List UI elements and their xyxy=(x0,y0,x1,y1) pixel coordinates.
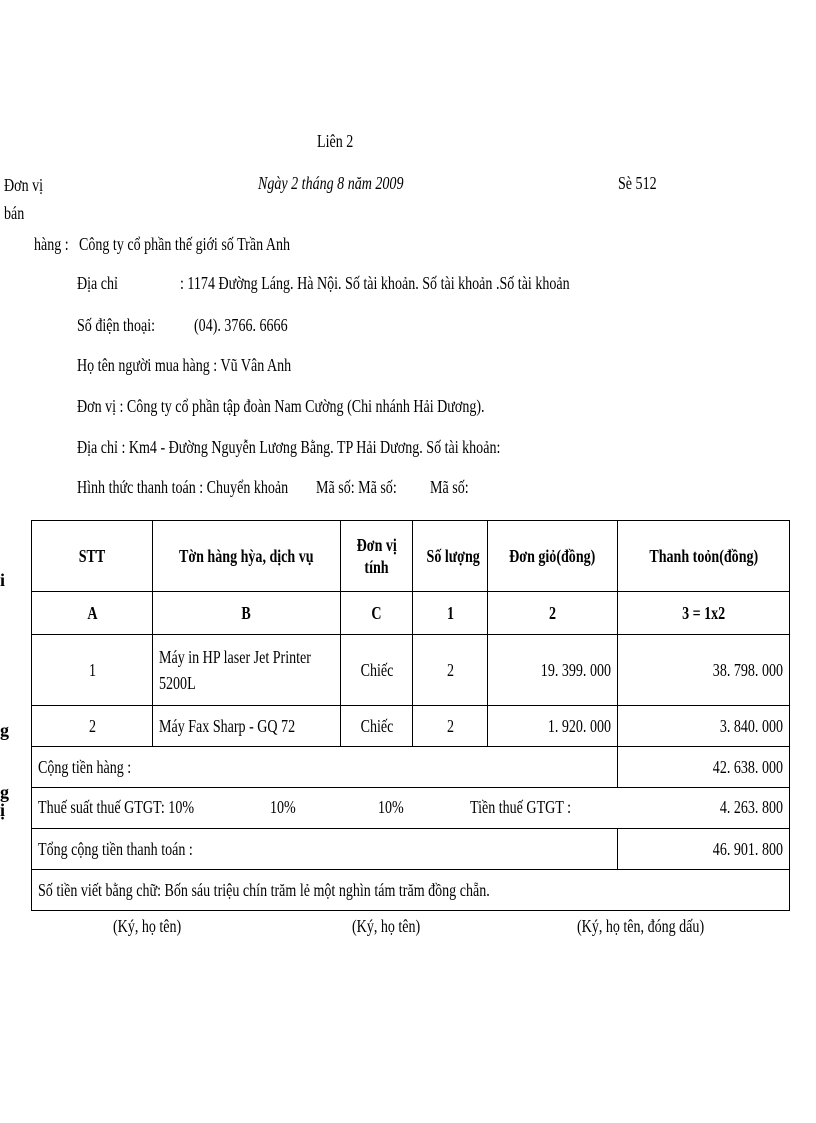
column-code: 1 xyxy=(413,592,488,635)
buyer-unit: Đơn vị : Công ty cổ phần tập đoàn Nam Cường (Chi nhánh Hải Dương). xyxy=(77,396,485,416)
vat-amount-value: 4. 263. 800 xyxy=(719,797,783,817)
seller-label-line1: Đơn vị xyxy=(4,175,44,195)
row-unit: Chiếc xyxy=(341,635,413,706)
row-quantity: 2 xyxy=(413,635,488,706)
row-amount: 3. 840. 000 xyxy=(618,706,790,747)
header-item-name: Tờn hàng hỳa, dịch vụ xyxy=(153,521,341,592)
margin-fragment: g xyxy=(0,720,9,740)
buyer-address: Địa chỉ : Km4 - Đường Nguyễn Lương Bằng. TP Hải Dương. Số tài khoản: xyxy=(77,437,501,457)
tax-code-a: Mã số: Mã số: xyxy=(316,477,397,497)
seller-label-line2: bán xyxy=(4,203,25,223)
subtotal-label: Cộng tiền hàng : xyxy=(32,747,618,788)
table-header-row xyxy=(32,521,790,592)
invoice-date: Ngày 2 tháng 8 năm 2009 xyxy=(258,173,404,193)
seller-name: Công ty cổ phần thế giới số Trần Anh xyxy=(79,234,291,254)
vat-row xyxy=(32,788,790,829)
invoice-serial: Sè 512 xyxy=(618,173,657,193)
row-quantity: 2 xyxy=(413,706,488,747)
header-unit: Đơn vị tính xyxy=(341,521,413,592)
buyer-signature-label: (Ký, họ tên) xyxy=(113,916,182,936)
total-label: Tổng cộng tiền thanh toán : xyxy=(32,829,618,870)
subtotal-value: 42. 638. 000 xyxy=(618,747,790,788)
column-code: B xyxy=(153,592,341,635)
header-amount: Thanh toỏn(đồng) xyxy=(618,521,790,592)
seller-address-value: : 1174 Đường Láng. Hà Nội. Số tài khoản. Số tài khoản .Số tài khoản xyxy=(180,273,570,293)
amount-in-words-row xyxy=(32,870,790,911)
margin-fragment: i xyxy=(0,570,6,590)
vat-rate-a: 10% xyxy=(270,797,296,817)
row-stt: 1 xyxy=(32,635,153,706)
row-unit: Chiếc xyxy=(341,706,413,747)
subtotal-row xyxy=(32,747,790,788)
vat-rate-b: 10% xyxy=(378,797,404,817)
tax-code-b: Mã số: xyxy=(430,477,469,497)
invoice-table xyxy=(31,520,790,911)
row-stt: 2 xyxy=(32,706,153,747)
margin-fragment: ị xyxy=(0,800,6,820)
seller-phone-value: (04). 3766. 6666 xyxy=(194,315,288,335)
header-quantity: Số lượng xyxy=(413,521,488,592)
header-stt: STT xyxy=(32,521,153,592)
column-code: 3 = 1x2 xyxy=(618,592,790,635)
row-item-name: Máy Fax Sharp - GQ 72 xyxy=(153,706,341,747)
table-row xyxy=(32,706,790,747)
total-value: 46. 901. 800 xyxy=(618,829,790,870)
table-row xyxy=(32,635,790,706)
row-item-name: Máy in HP laser Jet Printer 5200L xyxy=(153,635,341,706)
vat-label: Thuế suất thuế GTGT: 10% xyxy=(38,797,195,817)
row-unit-price: 1. 920. 000 xyxy=(488,706,618,747)
copy-label: Liên 2 xyxy=(317,131,354,151)
seller-phone-label: Số điện thoại: xyxy=(77,315,155,335)
row-amount: 38. 798. 000 xyxy=(618,635,790,706)
seller-signature-label: (Ký, họ tên) xyxy=(352,916,421,936)
payment-method: Hình thức thanh toán : Chuyển khoản xyxy=(77,477,289,497)
column-code: 2 xyxy=(488,592,618,635)
header-unit-price: Đơn giỏ(đồng) xyxy=(488,521,618,592)
column-code: A xyxy=(32,592,153,635)
total-row xyxy=(32,829,790,870)
amount-in-words: Số tiền viết bằng chữ: Bốn sáu triệu chín trăm lẻ một nghìn tám trăm đồng chẵn. xyxy=(32,870,790,911)
director-signature-label: (Ký, họ tên, đóng dấu) xyxy=(577,916,705,936)
margin-fragment: g xyxy=(0,782,9,802)
row-unit-price: 19. 399. 000 xyxy=(488,635,618,706)
buyer-name: Họ tên người mua hàng : Vũ Vân Anh xyxy=(77,355,292,375)
seller-address-label: Địa chỉ xyxy=(77,273,118,293)
column-code: C xyxy=(341,592,413,635)
vat-amount-label: Tiền thuế GTGT : xyxy=(470,797,572,817)
column-code-row xyxy=(32,592,790,635)
seller-label-line3: hàng : xyxy=(34,234,69,254)
vat-cell xyxy=(32,788,790,829)
